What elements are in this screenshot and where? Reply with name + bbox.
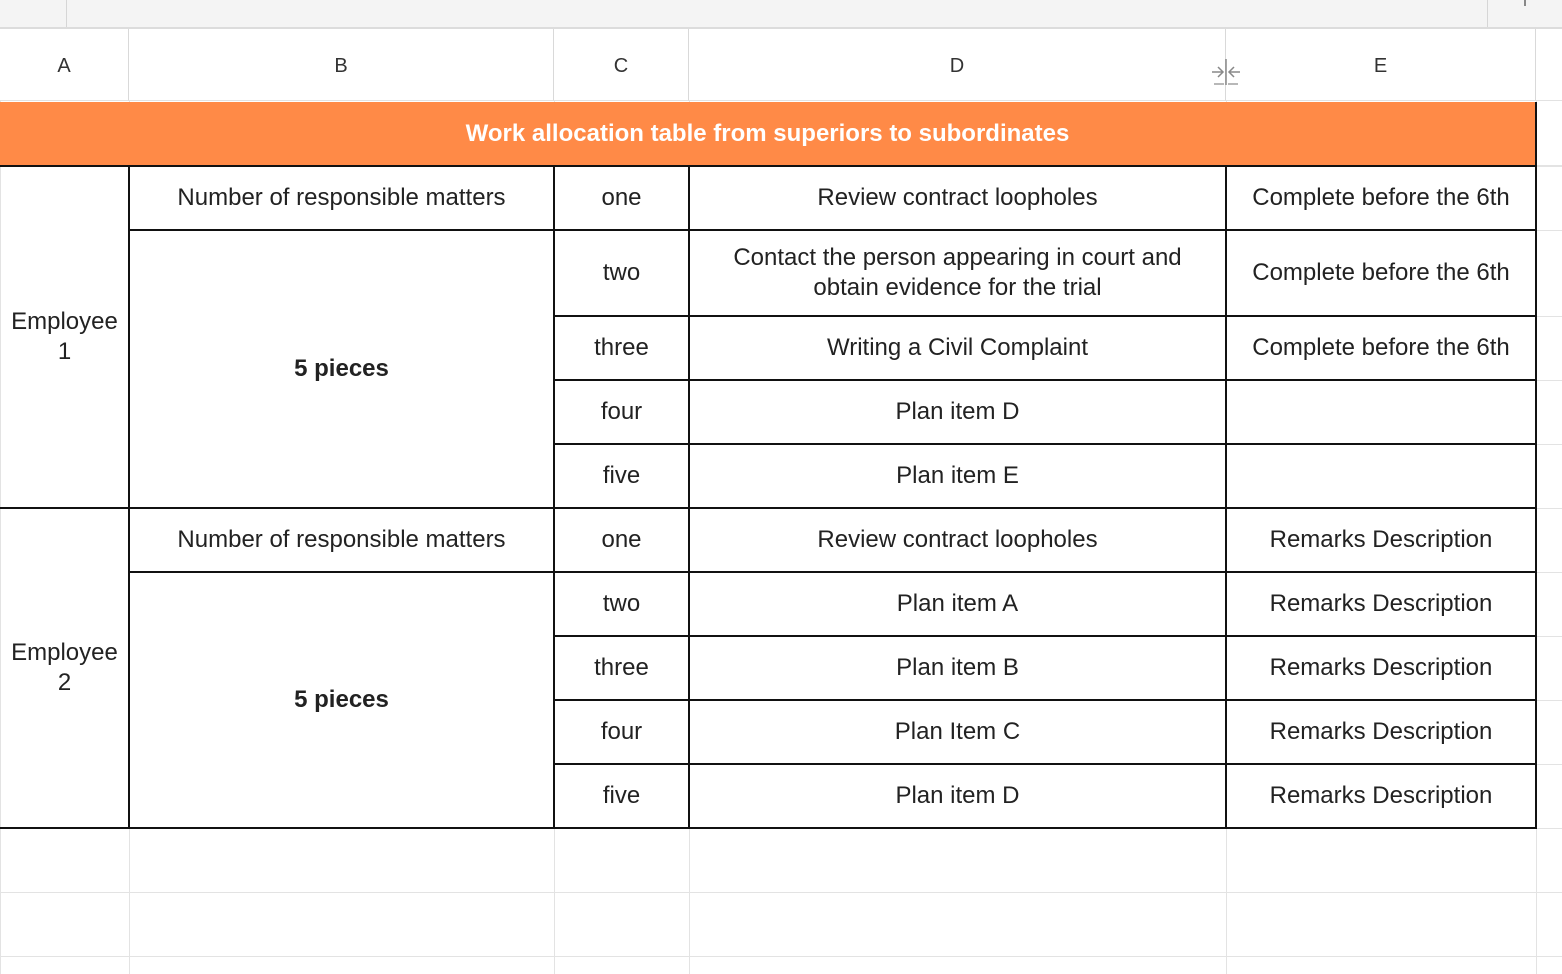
item-number-cell[interactable] xyxy=(554,166,689,230)
remark-cell[interactable] xyxy=(1226,764,1536,828)
responsible-matters-label-text: Number of responsible matters xyxy=(177,526,506,553)
item-number-cell[interactable] xyxy=(554,444,689,508)
cell-border xyxy=(688,508,690,829)
column-header-label: B xyxy=(334,55,348,77)
responsible-matters-label[interactable] xyxy=(129,166,554,230)
remark-cell-text: Complete before the 6th xyxy=(1252,334,1510,361)
gridline-horizontal xyxy=(1536,166,1562,167)
column-header-b[interactable] xyxy=(129,29,554,101)
remark-cell-text: Complete before the 6th xyxy=(1252,184,1510,211)
formula-bar-handle[interactable] xyxy=(1524,0,1526,6)
gridline-horizontal xyxy=(1536,636,1562,637)
count-cell[interactable] xyxy=(129,572,554,828)
column-resize-icon[interactable] xyxy=(1210,57,1242,87)
task-cell-text: Plan item D xyxy=(895,398,1020,425)
column-header-e[interactable] xyxy=(1226,29,1536,101)
cell-border xyxy=(553,508,555,829)
cell-border xyxy=(553,166,555,509)
remark-cell-text: Remarks Description xyxy=(1269,590,1493,617)
column-header-a[interactable] xyxy=(0,29,129,101)
item-number-cell[interactable] xyxy=(554,700,689,764)
remark-cell-text: Remarks Description xyxy=(1269,782,1493,809)
task-cell-text: Plan item D xyxy=(895,782,1020,809)
remark-cell[interactable] xyxy=(1226,572,1536,636)
table-title: Work allocation table from superiors to subordinates xyxy=(465,119,1070,147)
task-cell[interactable] xyxy=(689,636,1226,700)
task-cell[interactable] xyxy=(689,764,1226,828)
item-number-cell-text: one xyxy=(601,184,642,211)
item-number-cell-text: three xyxy=(594,334,649,361)
table-title-cell[interactable] xyxy=(0,102,1535,165)
cell-border xyxy=(1535,166,1537,509)
cell-border xyxy=(1225,508,1227,829)
task-cell[interactable] xyxy=(689,572,1226,636)
formula-bar xyxy=(0,0,1562,29)
gridline-horizontal xyxy=(1536,508,1562,509)
column-header-d[interactable] xyxy=(689,29,1226,101)
item-number-cell[interactable] xyxy=(554,508,689,572)
cell-border xyxy=(129,507,1537,509)
cell-border xyxy=(128,508,130,829)
employee-cell-text: Employee 2 xyxy=(11,639,118,696)
gridline-horizontal xyxy=(1536,572,1562,573)
item-number-cell-text: two xyxy=(602,590,641,617)
cell-border xyxy=(0,827,1537,829)
gridline-horizontal xyxy=(1536,316,1562,317)
remark-cell[interactable] xyxy=(1226,316,1536,380)
cell-border xyxy=(554,763,1537,765)
remark-cell[interactable] xyxy=(1226,380,1536,444)
remark-cell[interactable] xyxy=(1226,166,1536,230)
task-cell[interactable] xyxy=(689,166,1226,230)
formula-input[interactable] xyxy=(68,0,1488,27)
task-cell-text: Plan Item C xyxy=(894,718,1021,745)
task-cell[interactable] xyxy=(689,700,1226,764)
cell-border xyxy=(1535,508,1537,829)
cell-border xyxy=(129,571,1537,573)
item-number-cell-text: five xyxy=(602,782,641,809)
gridline-horizontal xyxy=(1536,700,1562,701)
column-header-f[interactable] xyxy=(1536,29,1562,101)
gridline-horizontal xyxy=(1536,828,1562,829)
cell-border xyxy=(554,635,1537,637)
item-number-cell[interactable] xyxy=(554,636,689,700)
employee-cell-text: Employee 1 xyxy=(11,308,118,365)
gridline-horizontal xyxy=(1536,380,1562,381)
remark-cell[interactable] xyxy=(1226,636,1536,700)
gridline-horizontal xyxy=(1536,444,1562,445)
cell-border xyxy=(1225,166,1227,509)
column-header-label: E xyxy=(1373,55,1388,77)
employee-cell[interactable] xyxy=(0,508,129,828)
task-cell-text: Review contract loopholes xyxy=(817,184,1098,211)
cell-border xyxy=(554,443,1537,445)
count-cell-text: 5 pieces xyxy=(294,355,389,382)
cell-border xyxy=(1535,102,1537,167)
item-number-cell-text: four xyxy=(600,398,643,425)
task-cell-text: Review contract loopholes xyxy=(817,526,1098,553)
column-header-label: C xyxy=(613,55,629,77)
cell-border xyxy=(128,166,130,509)
item-number-cell-text: two xyxy=(602,259,641,286)
gridline-horizontal xyxy=(0,956,1562,957)
cell-border xyxy=(554,315,1537,317)
cell-border xyxy=(0,165,1537,167)
task-cell-text: Plan item E xyxy=(896,462,1019,489)
item-number-cell[interactable] xyxy=(554,572,689,636)
item-number-cell[interactable] xyxy=(554,316,689,380)
task-cell-text: Plan item A xyxy=(896,590,1019,617)
item-number-cell-text: three xyxy=(594,654,649,681)
task-cell[interactable] xyxy=(689,230,1226,316)
item-number-cell-text: four xyxy=(600,718,643,745)
cell-border xyxy=(129,229,1537,231)
task-cell-text: Writing a Civil Complaint xyxy=(827,334,1088,361)
remark-cell[interactable] xyxy=(1226,444,1536,508)
task-cell[interactable] xyxy=(689,316,1226,380)
item-number-cell[interactable] xyxy=(554,380,689,444)
column-header-c[interactable] xyxy=(554,29,689,101)
employee-cell[interactable] xyxy=(0,166,129,508)
item-number-cell[interactable] xyxy=(554,764,689,828)
column-header-label: D xyxy=(949,55,965,77)
cell-border xyxy=(554,379,1537,381)
remark-cell-text: Complete before the 6th xyxy=(1252,259,1510,286)
gridline-horizontal xyxy=(1536,230,1562,231)
column-header-label: A xyxy=(57,55,71,77)
task-cell-text: Plan item B xyxy=(896,654,1019,681)
remark-cell-text: Remarks Description xyxy=(1269,654,1493,681)
remark-cell[interactable] xyxy=(1226,700,1536,764)
item-number-cell-text: five xyxy=(602,462,641,489)
gridline-horizontal xyxy=(1536,764,1562,765)
responsible-matters-label-text: Number of responsible matters xyxy=(177,184,506,211)
cell-border xyxy=(554,699,1537,701)
item-number-cell-text: one xyxy=(601,526,642,553)
remark-cell[interactable] xyxy=(1226,508,1536,572)
task-cell[interactable] xyxy=(689,508,1226,572)
item-number-cell[interactable] xyxy=(554,230,689,316)
count-cell-text: 5 pieces xyxy=(294,686,389,713)
count-cell[interactable] xyxy=(129,230,554,508)
task-cell[interactable] xyxy=(689,380,1226,444)
remark-cell[interactable] xyxy=(1226,230,1536,316)
remark-cell-text: Remarks Description xyxy=(1269,718,1493,745)
task-cell[interactable] xyxy=(689,444,1226,508)
name-box[interactable] xyxy=(0,0,67,27)
responsible-matters-label[interactable] xyxy=(129,508,554,572)
remark-cell-text: Remarks Description xyxy=(1269,526,1493,553)
gridline-horizontal xyxy=(0,892,1562,893)
cell-border xyxy=(688,166,690,509)
task-cell-text: Contact the person appearing in court and obtain evidence for the trial xyxy=(733,244,1182,301)
